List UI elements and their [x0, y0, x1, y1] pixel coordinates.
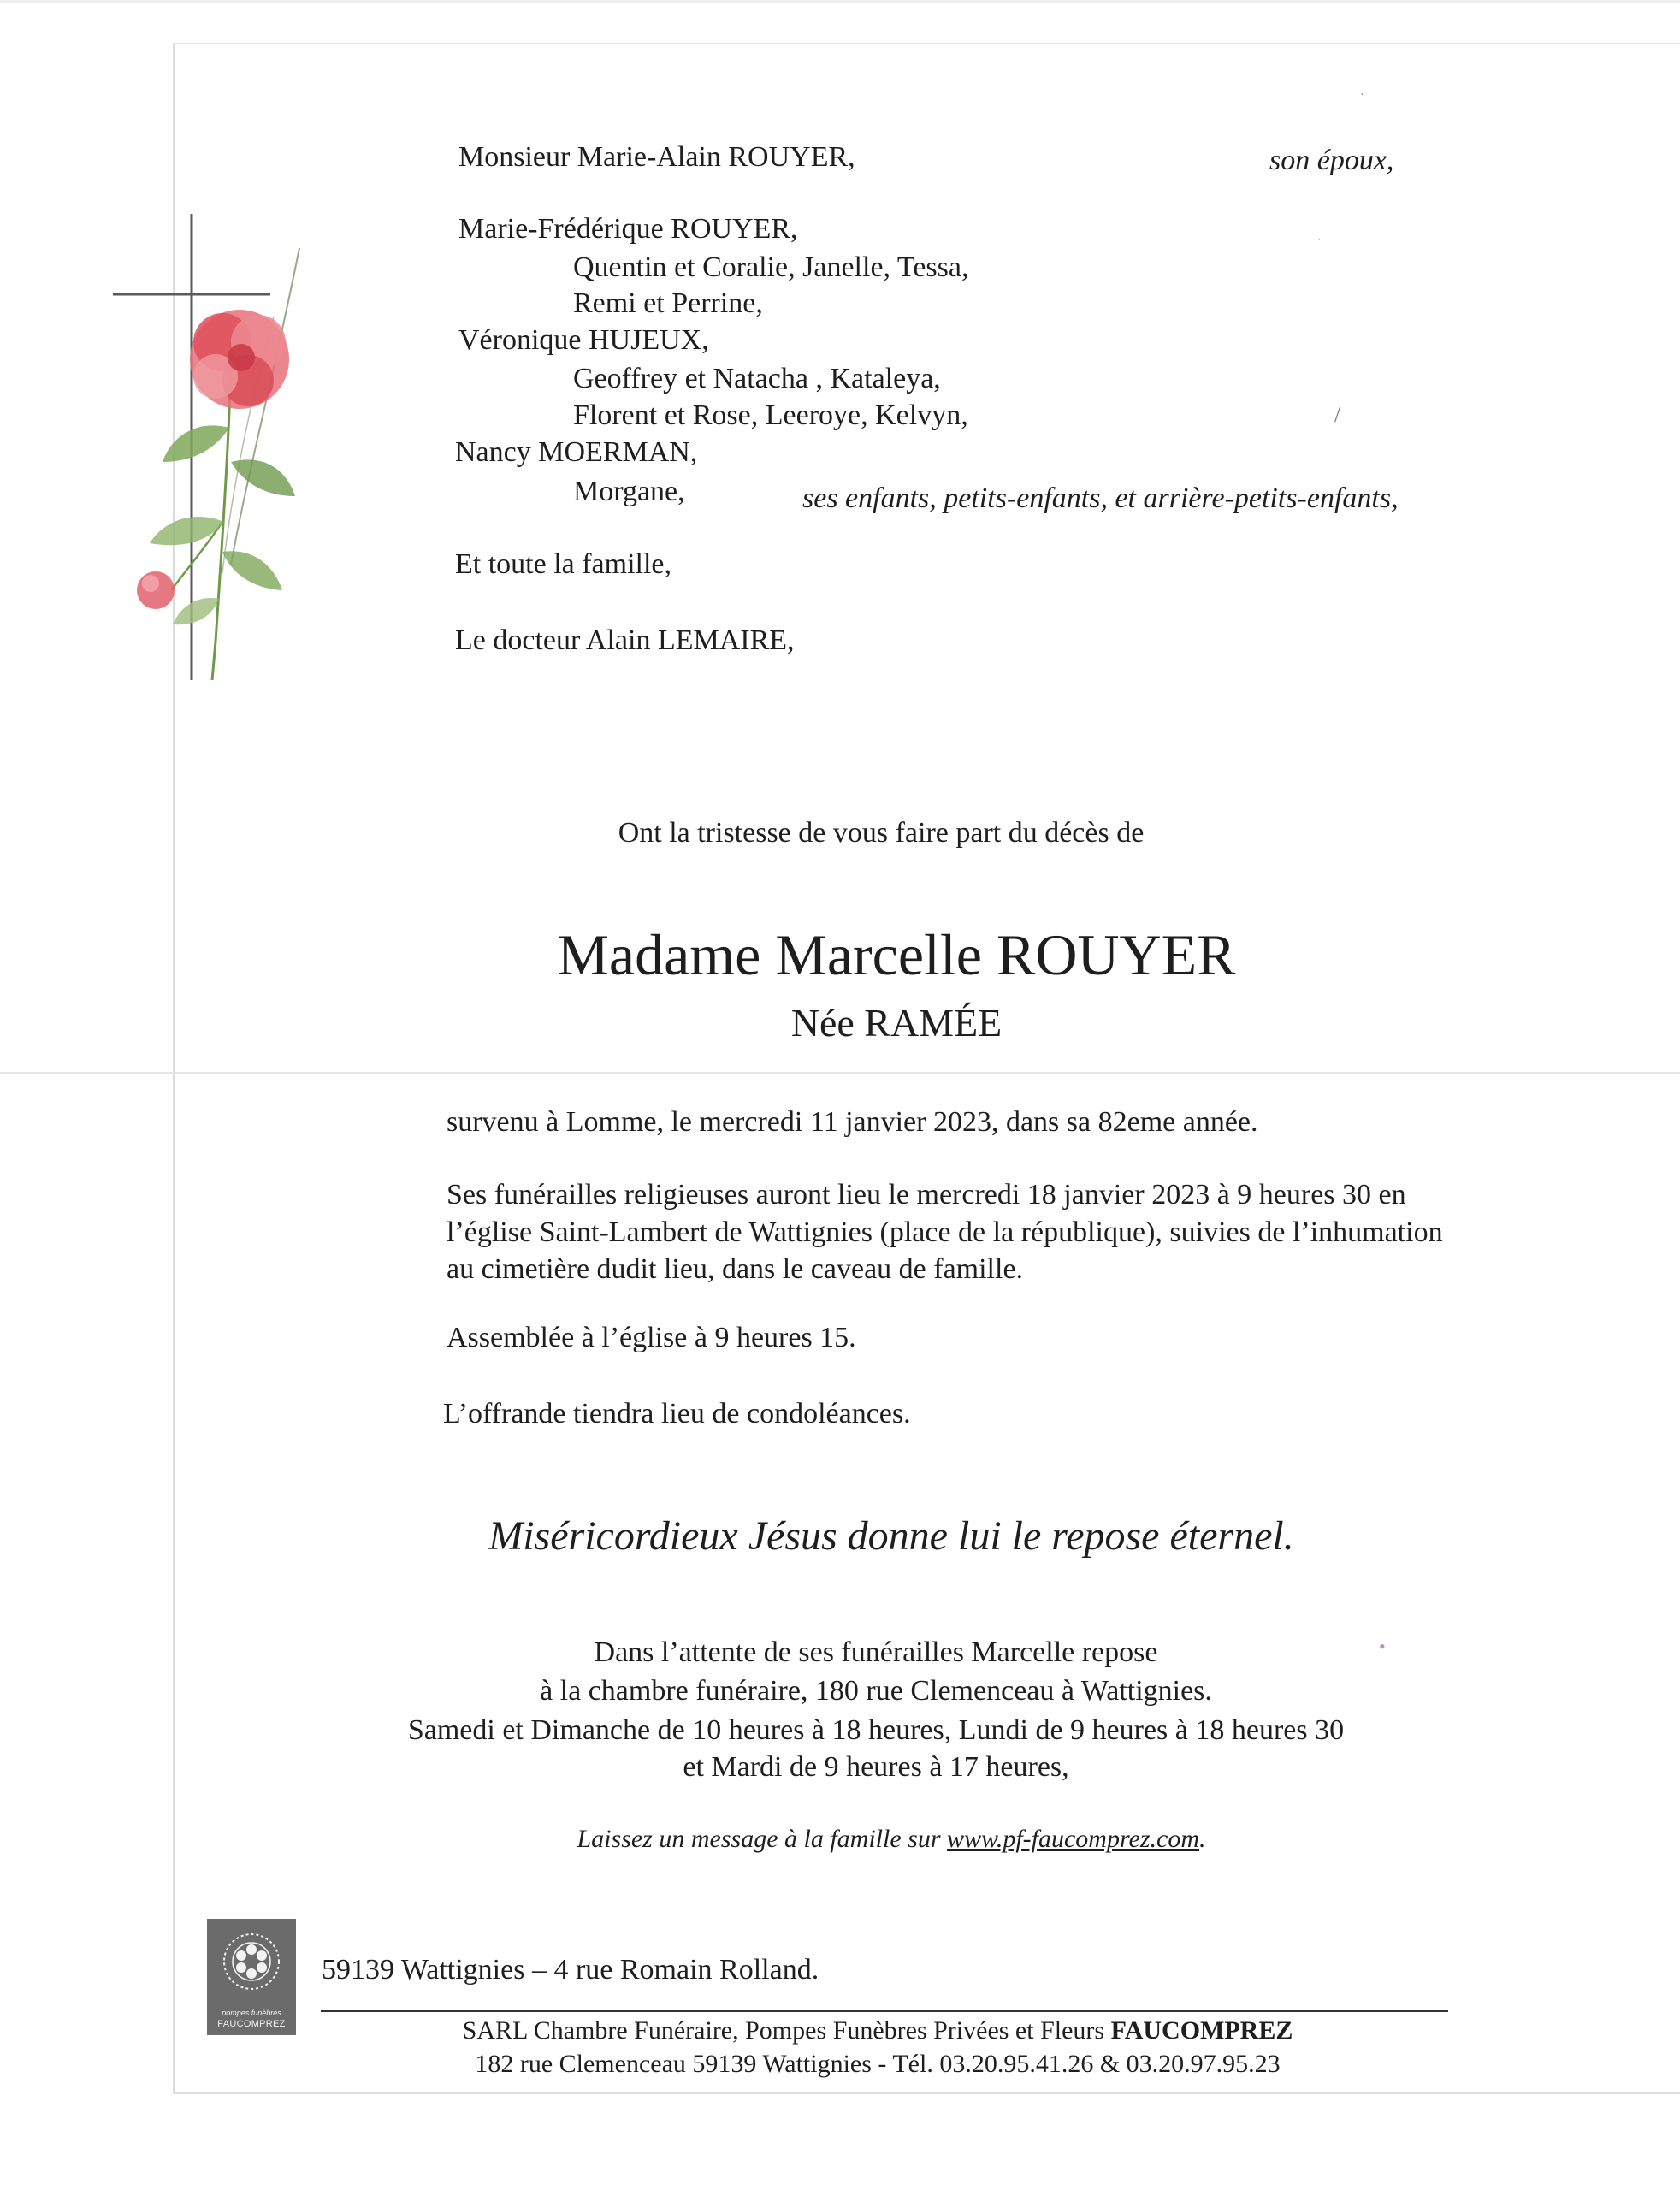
children-role: ses enfants, petits-enfants, et arrière-petits-enfants,: [802, 482, 1399, 514]
descendant-line: Remi et Perrine,: [573, 287, 763, 319]
child-name-2: Véronique HUJEUX,: [458, 324, 709, 356]
footer-rule: [321, 2010, 1448, 2012]
child-name-1: Marie-Frédérique ROUYER,: [458, 213, 798, 245]
descendant-line: Florent et Rose, Leeroye, Kelvyn,: [573, 400, 968, 431]
scan-speck: ·: [1317, 234, 1322, 247]
offering-info: L’offrande tiendra lieu de condoléances.: [443, 1398, 911, 1429]
footer-address: 59139 Wattignies – 4 rue Romain Rolland.: [322, 1954, 819, 1986]
scan-speck: ·: [1360, 89, 1364, 102]
funeral-line: au cimetière dudit lieu, dans le caveau de famille.: [447, 1253, 1024, 1285]
family-line: Et toute la famille,: [455, 548, 672, 580]
company-prefix: SARL Chambre Funéraire, Pompes Funèbres Privées et Fleurs: [462, 2016, 1111, 2045]
funeral-line: l’église Saint-Lambert de Wattignies (place de la république), suivies de l’inhumation: [447, 1216, 1443, 1248]
company-name: FAUCOMPREZ: [1110, 2016, 1293, 2045]
company-line: [0, 2015, 1680, 2047]
message-suffix: .: [1199, 1825, 1206, 1853]
descendant-line: Geoffrey et Natacha , Kataleya,: [573, 363, 941, 394]
logo-tagline: pompes funèbres: [222, 2009, 281, 2017]
husband-name: Monsieur Marie-Alain ROUYER,: [458, 141, 855, 173]
rest-line: à la chambre funéraire, 180 rue Clemenceau à Wattignies.: [540, 1675, 1212, 1707]
fold-line: [0, 1072, 1680, 1074]
rest-line: Dans l’attente de ses funérailles Marcelle repose: [594, 1637, 1158, 1668]
doctor-line: Le docteur Alain LEMAIRE,: [455, 624, 795, 656]
deceased-name: Madame Marcelle ROUYER: [557, 922, 1236, 987]
scan-speck: /: [1334, 402, 1341, 427]
cross-flower-icon: [103, 214, 325, 693]
card-frame: [173, 43, 1680, 2094]
death-info: survenu à Lomme, le mercredi 11 janvier 2023, dans sa 82eme année.: [447, 1106, 1258, 1138]
maiden-name: Née RAMÉE: [790, 1001, 1003, 1045]
website-link[interactable]: www.pf-faucomprez.com: [947, 1825, 1199, 1853]
scan-speck: •: [1379, 1636, 1386, 1657]
assembly-info: Assemblée à l’église à 9 heures 15.: [447, 1322, 856, 1353]
descendant-line: Quentin et Coralie, Janelle, Tessa,: [573, 252, 969, 283]
rest-line: Samedi et Dimanche de 10 heures à 18 heures, Lundi de 9 heures à 18 heures 30: [407, 1714, 1345, 1746]
message-prefix: Laissez un message à la famille sur: [577, 1825, 948, 1853]
descendant-line: Morgane,: [573, 476, 685, 507]
announcement-intro: Ont la tristesse de vous faire part du décès de: [618, 817, 1145, 849]
flower-emblem-icon: [207, 1919, 296, 2008]
message-line: [0, 1823, 1680, 1856]
child-name-3: Nancy MOERMAN,: [455, 436, 698, 468]
funeral-line: Ses funérailles religieuses auront lieu le mercredi 18 janvier 2023 à 9 heures 30 en: [447, 1179, 1406, 1210]
company-contact: 182 rue Clemenceau 59139 Wattignies - Tél. 03.20.95.41.26 & 03.20.97.95.23: [475, 2050, 1281, 2078]
husband-role: son époux,: [1269, 145, 1394, 176]
page-top-edge: [0, 0, 1680, 3]
motto: Miséricordieux Jésus donne lui le repose éternel.: [488, 1513, 1294, 1559]
rest-line: et Mardi de 9 heures à 17 heures,: [683, 1751, 1069, 1783]
logo-brand: FAUCOMPREZ: [217, 2019, 286, 2029]
